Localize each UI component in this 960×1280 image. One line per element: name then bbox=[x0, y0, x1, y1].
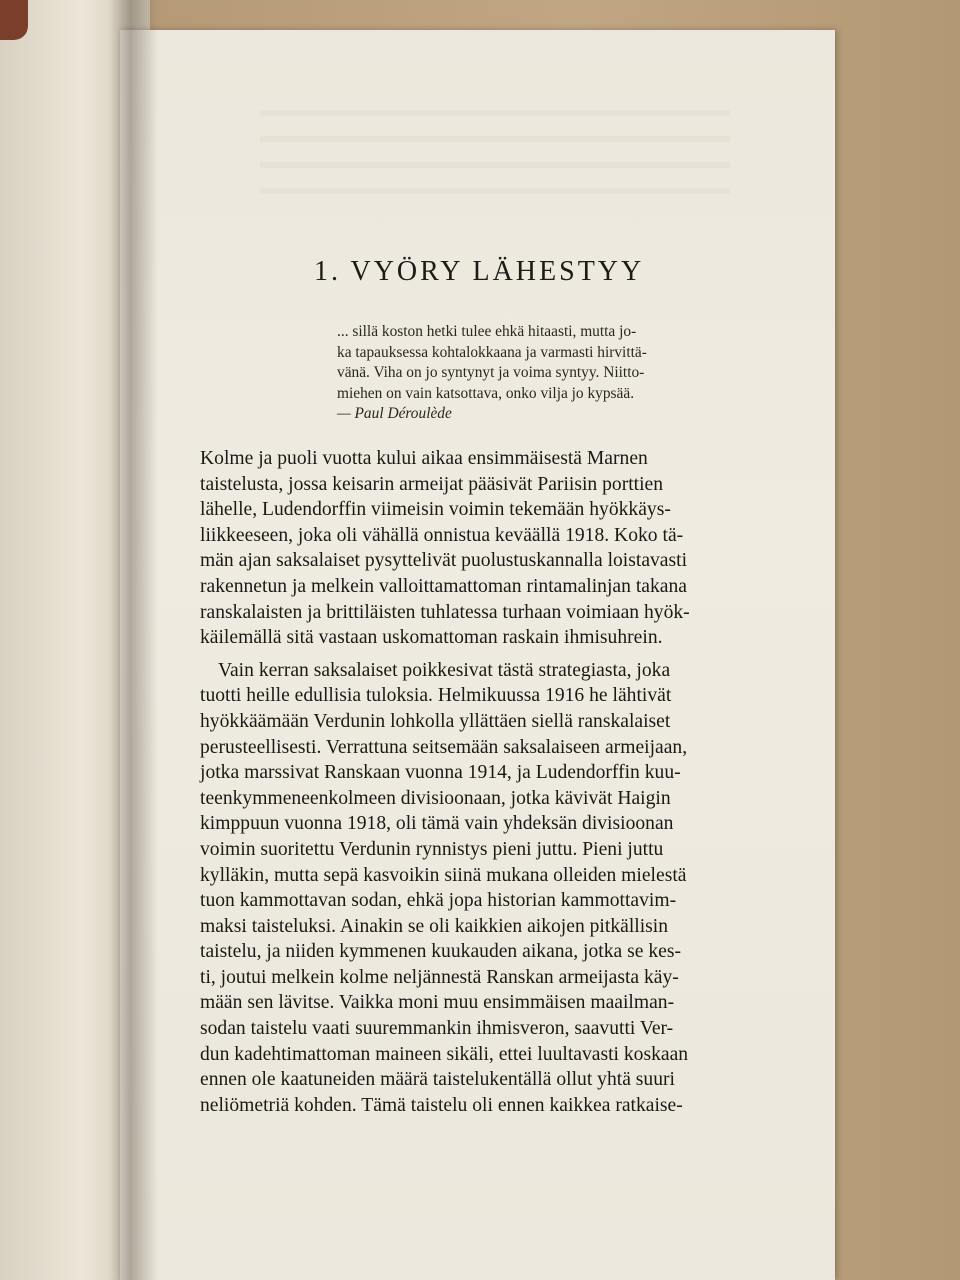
text-line: liikkeeseen, joka oli vähällä onnistua keväällä 1918. Koko tä- bbox=[200, 524, 684, 546]
text-line: män ajan saksalaiset pysyttelivät puolustuskannalla loistavasti bbox=[200, 550, 688, 572]
text-line: jotka marssivat Ranskaan vuonna 1914, ja Ludendorffin kuu- bbox=[200, 762, 681, 784]
text-line: hyökkäämään Verdunin lohkolla yllättäen siellä ranskalaiset bbox=[200, 710, 671, 732]
text-line: teenkymmeneenkolmeen divisioonaan, jotka kävivät Haigin bbox=[200, 787, 671, 809]
text-line: lähelle, Ludendorffin viimeisin voimin tekemään hyökkäys- bbox=[200, 499, 671, 521]
text-line: tuotti heille edullisia tuloksia. Helmikuussa 1916 he lähtivät bbox=[200, 685, 672, 707]
text-line: taistelu, ja niiden kymmenen kuukauden aikana, jotka se kes- bbox=[200, 941, 681, 963]
text-line: ennen ole kaatuneiden määrä taistelukentällä ollut yhtä suuri bbox=[200, 1069, 675, 1091]
text-line: ti, joutui melkein kolme neljännestä Ranskan armeijasta käy- bbox=[200, 966, 679, 988]
chapter-title: 1. VYÖRY LÄHESTYY bbox=[314, 256, 645, 287]
text-line: tuon kammottavan sodan, ehkä jopa historian kammottavim- bbox=[200, 890, 677, 912]
text-line: voimin suoritettu Verdunin rynnistys pieni juttu. Pieni juttu bbox=[200, 838, 664, 860]
show-through-text bbox=[260, 110, 730, 210]
text-line: perusteellisesti. Verrattuna seitsemään saksalaiseen armeijaan, bbox=[200, 736, 688, 758]
text-line: kimppuun vuonna 1918, oli tämä vain yhdeksän divisioonan bbox=[200, 813, 674, 835]
epigraph-line: vänä. Viha on jo syntynyt ja voima syntyy. Niitto- bbox=[337, 364, 645, 382]
text-line: rakennetun ja melkein valloittamattoman rintamalinjan takana bbox=[200, 575, 687, 597]
book-gutter-shadow bbox=[108, 0, 158, 1280]
text-line: mään sen lävitse. Vaikka moni muu ensimmäisen maailman- bbox=[200, 992, 675, 1014]
book-cover-edge bbox=[0, 0, 28, 40]
text-line: taistelusta, jossa keisarin armeijat pääsivät Pariisin porttien bbox=[200, 473, 664, 495]
text-line: kylläkin, mutta sepä kasvoikin siinä mukana olleiden mielestä bbox=[200, 864, 687, 886]
text-line: Kolme ja puoli vuotta kului aikaa ensimmäisestä Marnen bbox=[200, 448, 648, 469]
epigraph-line: ka tapauksessa kohtalokkaana ja varmasti hirvittä- bbox=[337, 343, 647, 361]
text-line: käilemällä sitä vastaan uskomattoman raskain ihmisuhrein. bbox=[200, 627, 663, 649]
text-line: maksi taisteluksi. Ainakin se oli kaikkien aikojen pitkällisin bbox=[200, 915, 669, 937]
epigraph-line: ... sillä koston hetki tulee ehkä hitaasti, mutta jo- bbox=[337, 323, 637, 340]
text-line: dun kadehtimattoman maineen sikäli, ettei luultavasti koskaan bbox=[200, 1043, 689, 1065]
epigraph bbox=[337, 322, 757, 405]
text-line: ranskalaisten ja brittiläisten tuhlatessa turhaan voimiaan hyök- bbox=[200, 601, 690, 623]
paragraph-1 bbox=[200, 446, 760, 651]
epigraph-attribution: — Paul Déroulède bbox=[337, 405, 452, 422]
text-line: Vain kerran saksalaiset poikkesivat tästä strategiasta, joka bbox=[218, 659, 671, 681]
text-line: neliömetriä kohden. Tämä taistelu oli ennen kaikkea ratkaise- bbox=[200, 1094, 683, 1116]
paragraph-2 bbox=[200, 658, 760, 1119]
body-text bbox=[200, 446, 760, 1118]
epigraph-line: miehen on vain katsottava, onko vilja jo kypsää. bbox=[337, 385, 635, 403]
text-line: sodan taistelu vaati suuremmankin ihmisveron, saavutti Ver- bbox=[200, 1018, 674, 1040]
